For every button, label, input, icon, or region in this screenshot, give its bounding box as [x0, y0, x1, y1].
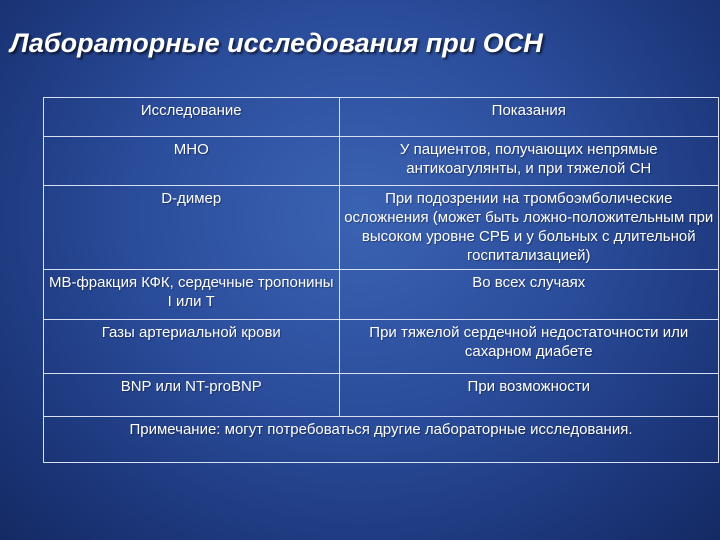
table-row: [44, 270, 719, 320]
test-cell: BNP или NT-proBNP: [44, 374, 340, 417]
test-cell: МНО: [44, 137, 340, 186]
test-cell: D-димер: [44, 186, 340, 270]
indication-cell: При подозрении на тромбоэмболические осложнения (может быть ложно-положительным при высоком уровне СРБ и у больных с длительной госпитализацией): [339, 186, 718, 270]
lab-tests-table: [43, 97, 719, 463]
indication-cell: У пациентов, получающих непрямые антикоагулянты, и при тяжелой СН: [339, 137, 718, 186]
table-note: Примечание: могут потребоваться другие лабораторные исследования.: [44, 417, 719, 463]
table-row: [44, 137, 719, 186]
table-row: [44, 374, 719, 417]
header-indication: Показания: [339, 98, 718, 137]
header-test: Исследование: [44, 98, 340, 137]
indication-cell: Во всех случаях: [339, 270, 718, 320]
table-row: [44, 186, 719, 270]
test-cell: Газы артериальной крови: [44, 320, 340, 374]
table-note-row: [44, 417, 719, 463]
indication-cell: При возможности: [339, 374, 718, 417]
indication-cell: При тяжелой сердечной недостаточности или сахарном диабете: [339, 320, 718, 374]
test-cell: МВ-фракция КФК, сердечные тропонины I или T: [44, 270, 340, 320]
slide-title: Лабораторные исследования при ОСН: [10, 28, 543, 58]
table-row: [44, 320, 719, 374]
table-header-row: [44, 98, 719, 137]
